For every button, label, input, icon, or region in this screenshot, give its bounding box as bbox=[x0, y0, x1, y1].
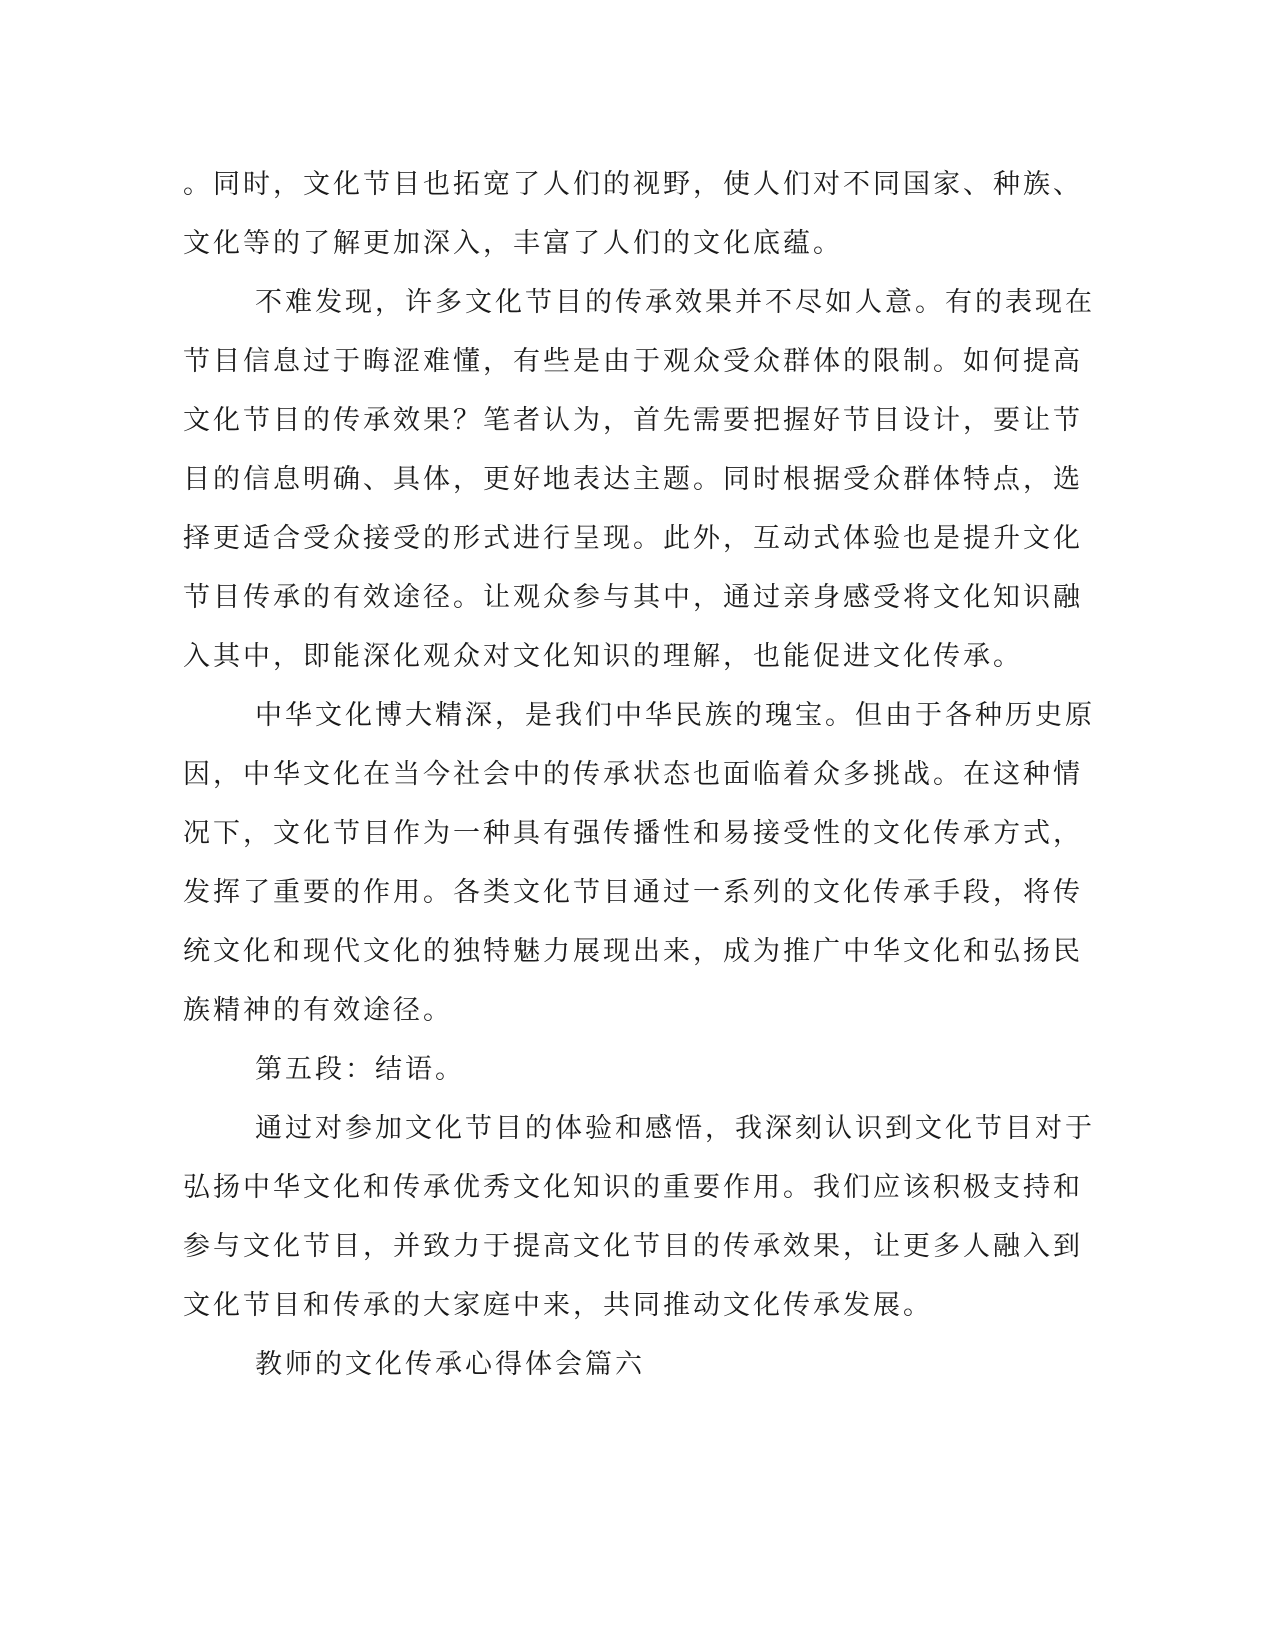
text-line: 文化节目和传承的大家庭中来，共同推动文化传承发展。 bbox=[183, 1290, 933, 1321]
section-heading: 第五段：结语。 bbox=[255, 1054, 465, 1085]
text-line: 族精神的有效途径。 bbox=[183, 995, 453, 1026]
text-line: 因，中华文化在当今社会中的传承状态也面临着众多挑战。在这种情 bbox=[183, 759, 1083, 790]
paragraph-start-line: 通过对参加文化节目的体验和感悟，我深刻认识到文化节目对于 bbox=[255, 1113, 1095, 1144]
text-line: 文化等的了解更加深入，丰富了人们的文化底蕴。 bbox=[183, 228, 843, 259]
text-line: 况下，文化节目作为一种具有强传播性和易接受性的文化传承方式， bbox=[183, 818, 1083, 849]
text-line: 节目信息过于晦涩难懂，有些是由于观众受众群体的限制。如何提高 bbox=[183, 346, 1083, 377]
text-line: 参与文化节目，并致力于提高文化节目的传承效果，让更多人融入到 bbox=[183, 1231, 1083, 1262]
text-line: 目的信息明确、具体，更好地表达主题。同时根据受众群体特点，选 bbox=[183, 464, 1083, 495]
section-title: 教师的文化传承心得体会篇六 bbox=[255, 1349, 645, 1380]
text-line: 。同时，文化节目也拓宽了人们的视野，使人们对不同国家、种族、 bbox=[183, 169, 1083, 200]
text-line: 统文化和现代文化的独特魅力展现出来，成为推广中华文化和弘扬民 bbox=[183, 936, 1083, 967]
text-line: 入其中，即能深化观众对文化知识的理解，也能促进文化传承。 bbox=[183, 641, 1023, 672]
text-line: 弘扬中华文化和传承优秀文化知识的重要作用。我们应该积极支持和 bbox=[183, 1172, 1083, 1203]
paragraph-start-line: 不难发现，许多文化节目的传承效果并不尽如人意。有的表现在 bbox=[255, 287, 1095, 318]
document-body bbox=[183, 155, 1095, 1394]
text-line: 发挥了重要的作用。各类文化节目通过一系列的文化传承手段，将传 bbox=[183, 877, 1083, 908]
paragraph-start-line: 中华文化博大精深，是我们中华民族的瑰宝。但由于各种历史原 bbox=[255, 700, 1095, 731]
text-line: 文化节目的传承效果？笔者认为，首先需要把握好节目设计，要让节 bbox=[183, 405, 1083, 436]
text-line: 节目传承的有效途径。让观众参与其中，通过亲身感受将文化知识融 bbox=[183, 582, 1083, 613]
text-line: 择更适合受众接受的形式进行呈现。此外，互动式体验也是提升文化 bbox=[183, 523, 1083, 554]
